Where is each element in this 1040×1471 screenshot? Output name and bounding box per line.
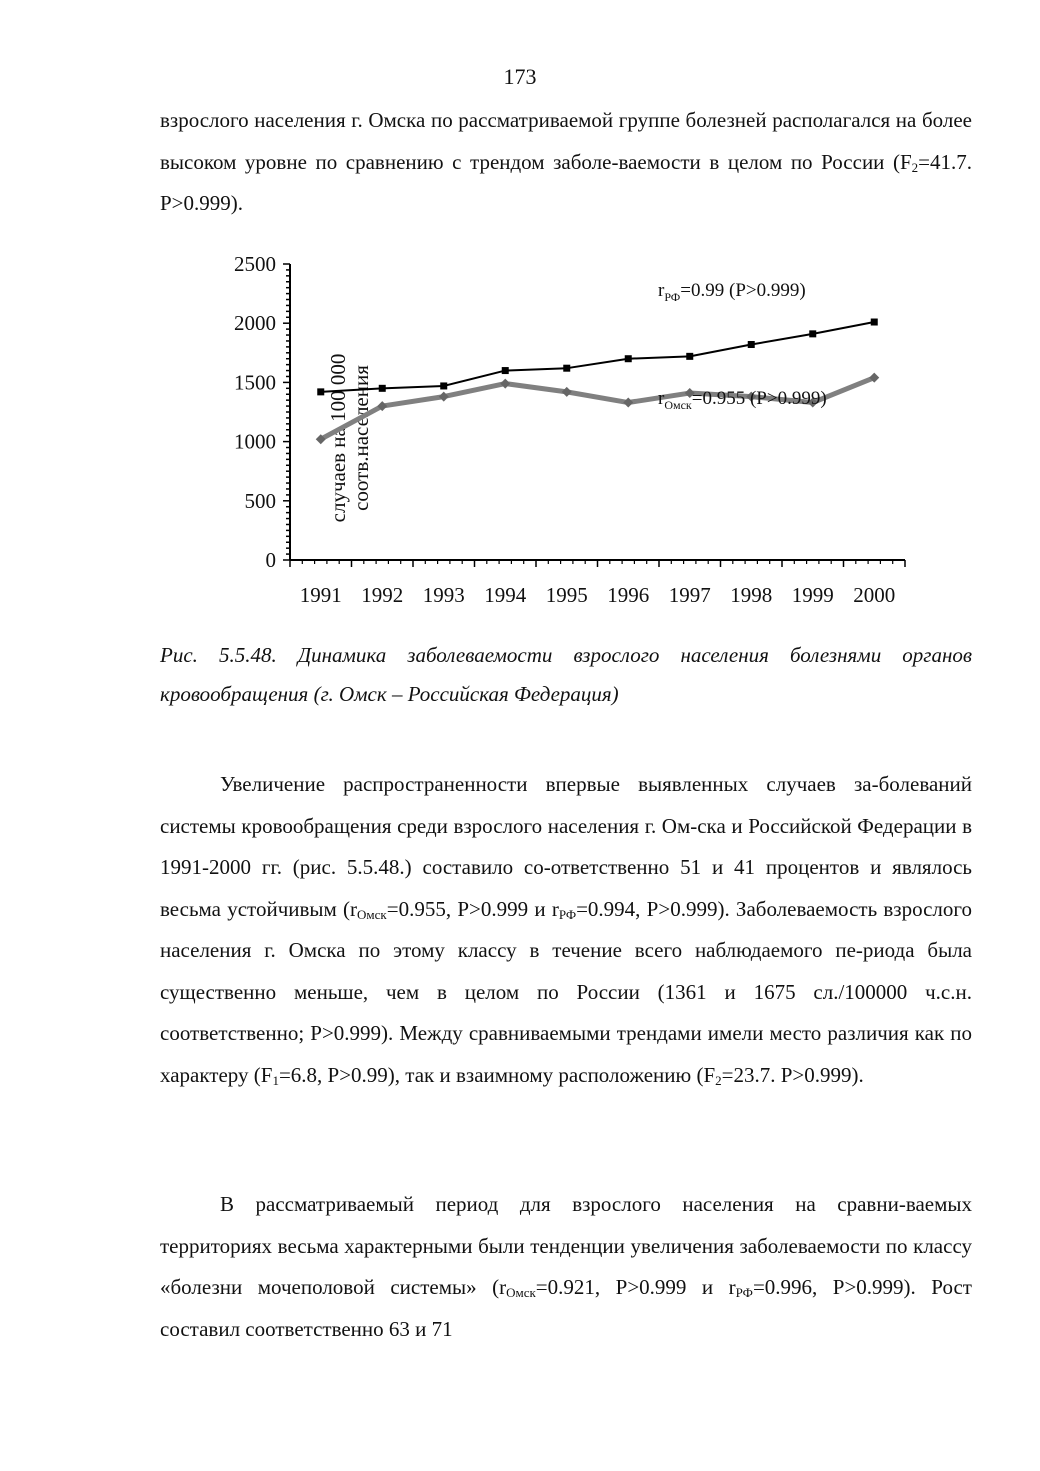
x-tick-label: 1997 [668, 583, 711, 607]
x-tick-label: 1998 [730, 583, 773, 607]
paragraph-intro: взрослого населения г. Омска по рассматриваемой группе болезней располагался на более высоком уровне по сравнению с трендом заболе-ваемости в целом по России ($F_2=41.7$. P>0.999). [160, 108, 972, 215]
y-tick-label: 2500 [234, 252, 276, 276]
y-axis-title-line1: случаев на 100 000 [326, 353, 350, 523]
x-tick-label: 1999 [791, 583, 834, 607]
y-tick-label: 0 [265, 548, 276, 572]
series-2-point [562, 387, 572, 397]
y-tick-label: 500 [244, 488, 276, 513]
figure-caption: Рис. 5.5.48. Динамика заболеваемости взрослого населения болезнями органов кровообращения (г. Омск – Российская Федерация) [160, 643, 972, 706]
series-1-point [748, 341, 755, 348]
x-tick-label: 1995 [545, 583, 588, 607]
y-axis-title [326, 354, 373, 523]
x-tick-label: 1994 [484, 583, 527, 607]
y-tick-labels [234, 252, 276, 572]
series-1-point [379, 385, 386, 392]
series-1 [317, 319, 878, 396]
x-tick-label: 1992 [361, 583, 404, 607]
y-tick-label: 1000 [234, 429, 276, 454]
x-tick-label: 2000 [853, 583, 896, 607]
series-1-point [625, 355, 632, 362]
series-1-line [321, 322, 875, 392]
annotation-rf: $r_{РФ}=0.99$ (P>0.999) [658, 280, 806, 304]
series-2-point [500, 379, 510, 389]
x-tick-label: 1991 [299, 583, 342, 607]
x-tick-labels [300, 583, 896, 607]
series-1-point [871, 319, 878, 326]
y-tick-label: 1500 [234, 370, 276, 395]
series-1-point [440, 382, 447, 389]
series-2-point [623, 398, 633, 408]
series-2-point [439, 392, 449, 402]
annotation-omsk: $r_{Омск}=0.955$ (P>0.999) [658, 388, 827, 412]
y-axis-title-line2: соотв.населения [349, 365, 373, 511]
paragraph-circulatory: Увеличение распространенности впервые выявленных случаев за-болеваний системы кровообращения среди взрослого населения г. Ом-ска и Российской Федерации в 1991-2000 гг. (рис. 5.5.48.) составило со-ответственно 51 и 41 процентов и являлось весьма устойчивым ($r_{Омск}=0.955$, P>0.999 и $r_{РФ}=0.994$, P>0.999). Заболеваемость взрослого населения г. Омска по этому классу в течение всего наблюдаемого пе-риода была существенно меньше, чем в целом по России (1361 и 1675 сл./100000 ч.с.н. соответственно; P>0.999). Между сравниваемыми трендами имели место различия как по характеру ($F_1=6.8$, P>0.99), так и взаимному расположению ($F_2=23.7$. P>0.999). [160, 772, 973, 1088]
series-1-point [563, 365, 570, 372]
x-tick-label: 1996 [607, 583, 650, 607]
series-1-point [686, 353, 693, 360]
incidence-line-chart [150, 248, 930, 618]
paragraph-genitourinary: В рассматриваемый период для взрослого населения на сравни-ваемых территориях весьма характерными были тенденции увеличения заболеваемости по классу «болезни мочеполовой системы» ($r_{Омск}=0.921$, P>0.999 и $r_{РФ}=0.996$, P>0.999). Рост составил соответственно 63 и 71 [160, 1192, 972, 1341]
chart-series [316, 319, 880, 445]
y-tick-label: 2000 [234, 311, 276, 336]
page-number: 173 [503, 64, 537, 89]
series-1-point [502, 367, 509, 374]
chart-axes [283, 264, 905, 567]
x-tick-label: 1993 [422, 583, 465, 607]
series-1-point [317, 388, 324, 395]
series-1-point [809, 330, 816, 337]
